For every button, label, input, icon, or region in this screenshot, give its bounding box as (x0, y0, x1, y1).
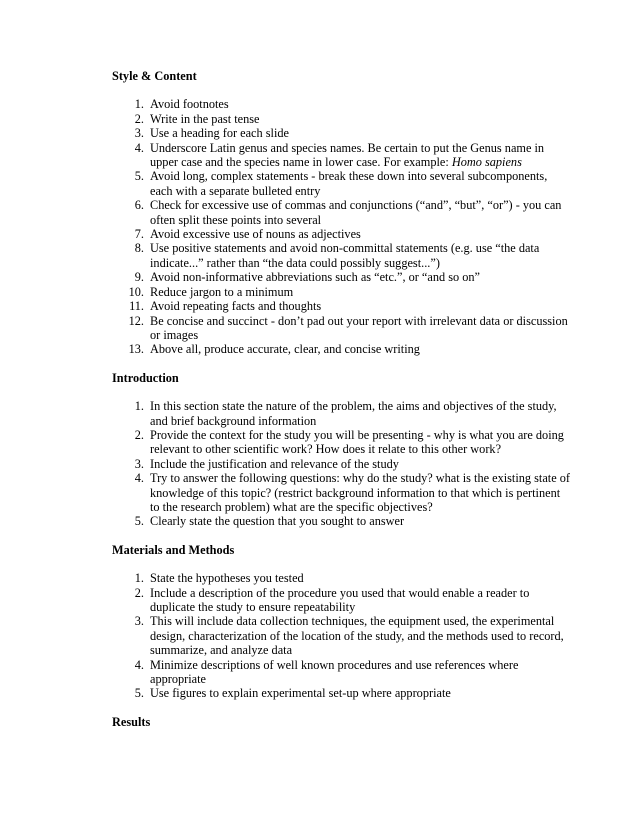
section-heading-materials-methods: Materials and Methods (112, 542, 235, 557)
list-item: 4. Underscore Latin genus and species names. Be certain to put the Genus name in upper case and the species name in lower case. For example: Homo sapiens (134, 140, 545, 170)
list-item: 5. Clearly state the question that you sought to answer (134, 514, 405, 529)
materials-methods-list (112, 571, 572, 701)
list-item: 6. Check for excessive use of commas and conjunctions (“and”, “but”, “or”) - you can often split these points into several (134, 198, 562, 227)
list-item: 1. In this section state the nature of the problem, the aims and objectives of the study, and brief background information (134, 399, 557, 428)
list-item: 4. Try to answer the following questions: why do the study? what is the existing state of knowledge of this topic? (restrict background information to that which is pertinent to the research problem) what are the specific objectives? (134, 471, 570, 514)
style-content-list (112, 97, 572, 356)
list-item: 5. Use figures to explain experimental set-up where appropriate (134, 686, 451, 701)
section-heading-results: Results (112, 714, 151, 729)
list-item: 3. Include the justification and relevance of the study (134, 456, 399, 471)
list-item: 8. Use positive statements and avoid non-committal statements (e.g. use “the data indicate...” rather than “the data could possibly suggest...”) (134, 241, 540, 270)
list-item: 13. Above all, produce accurate, clear, and concise writing (128, 342, 420, 357)
list-item: 3. Use a heading for each slide (134, 126, 289, 141)
section-heading-style-content: Style & Content (112, 69, 197, 83)
list-item: 10. Reduce jargon to a minimum (128, 284, 294, 299)
list-item: 1. Avoid footnotes (134, 97, 229, 112)
list-item: 2. Write in the past tense (134, 111, 260, 126)
list-item: 1. State the hypotheses you tested (134, 571, 304, 586)
document-page (112, 69, 572, 729)
list-item: 12. Be concise and succinct - don’t pad out your report with irrelevant data or discussion or images (128, 313, 568, 342)
list-item: 3. This will include data collection techniques, the equipment used, the experimental design, characterization of the location of the study, and the methods used to record, summarize, and analyze data (134, 614, 564, 658)
section-heading-introduction: Introduction (112, 370, 179, 385)
list-item: 2. Provide the context for the study you will be presenting - why is what you are doing relevant to other scientific work? How does it relate to this other work? (134, 427, 564, 457)
introduction-list (112, 399, 572, 529)
list-item: 4. Minimize descriptions of well known procedures and use references where appropriate (134, 657, 519, 687)
list-item: 11. Avoid repeating facts and thoughts (129, 299, 322, 314)
list-item: 7. Avoid excessive use of nouns as adjectives (134, 227, 361, 242)
list-item: 5. Avoid long, complex statements - break these down into several subcomponents, each with a separate bulleted entry (134, 169, 548, 198)
species-name: Homo sapiens (451, 155, 522, 170)
list-item: 2. Include a description of the procedure you used that would enable a reader to duplicate the study to ensure repeatability (134, 585, 530, 614)
list-item: 9. Avoid non-informative abbreviations such as “etc.”, or “and so on” (134, 270, 480, 285)
